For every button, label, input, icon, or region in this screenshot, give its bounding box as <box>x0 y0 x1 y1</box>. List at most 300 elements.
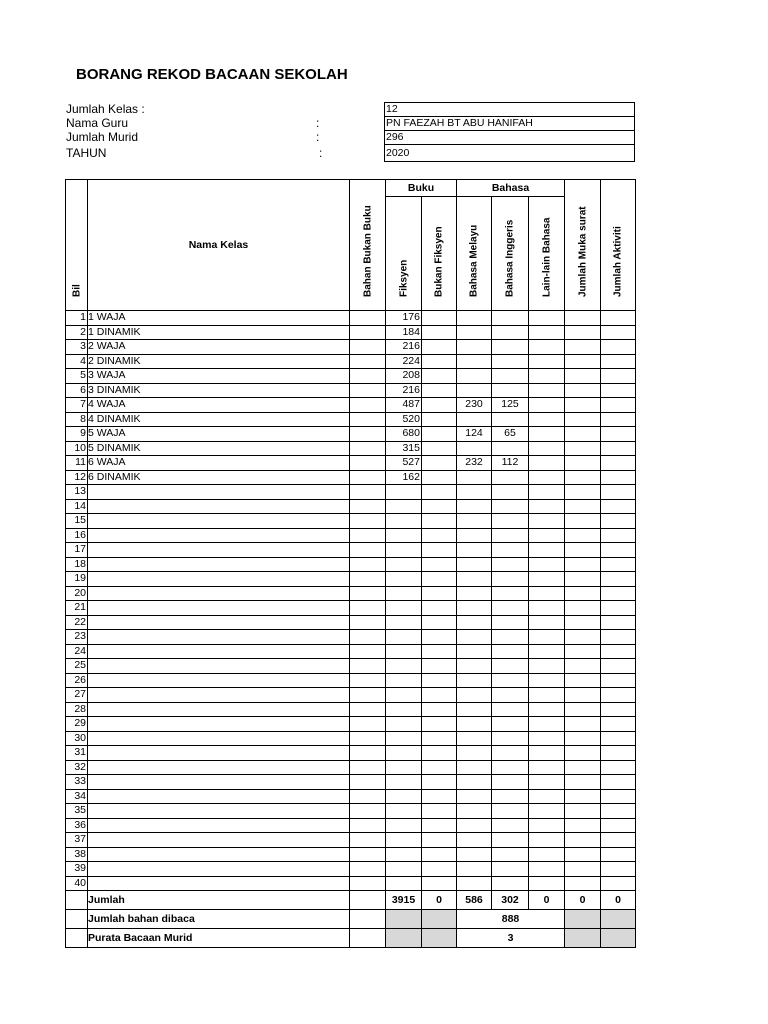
muka-surat-cell[interactable] <box>565 354 601 369</box>
kelas-cell[interactable] <box>88 688 350 703</box>
nama-guru-value[interactable]: PN FAEZAH BT ABU HANIFAH <box>385 117 635 131</box>
fiksyen-cell[interactable] <box>386 543 422 558</box>
bahan-bukan-buku-cell[interactable] <box>350 630 386 645</box>
bahasa-inggeris-cell[interactable] <box>492 340 529 355</box>
bahasa-melayu-cell[interactable] <box>457 833 492 848</box>
lain-lain-cell[interactable] <box>529 644 565 659</box>
kelas-cell[interactable] <box>88 543 350 558</box>
fiksyen-cell[interactable] <box>386 557 422 572</box>
bukan-fiksyen-cell[interactable] <box>422 862 457 877</box>
bukan-fiksyen-cell[interactable] <box>422 775 457 790</box>
aktiviti-cell[interactable] <box>601 557 636 572</box>
lain-lain-cell[interactable] <box>529 615 565 630</box>
muka-surat-cell[interactable] <box>565 601 601 616</box>
bukan-fiksyen-cell[interactable] <box>422 325 457 340</box>
lain-lain-cell[interactable] <box>529 514 565 529</box>
muka-surat-cell[interactable] <box>565 876 601 891</box>
kelas-cell[interactable] <box>88 673 350 688</box>
bil-cell[interactable]: 11 <box>66 456 88 471</box>
muka-surat-cell[interactable] <box>565 862 601 877</box>
fiksyen-cell[interactable]: 315 <box>386 441 422 456</box>
bukan-fiksyen-cell[interactable] <box>422 485 457 500</box>
fiksyen-cell[interactable] <box>386 818 422 833</box>
bahasa-inggeris-cell[interactable] <box>492 688 529 703</box>
bahan-bukan-buku-cell[interactable] <box>350 847 386 862</box>
bahan-bukan-buku-cell[interactable] <box>350 412 386 427</box>
muka-surat-cell[interactable] <box>565 659 601 674</box>
bahan-bukan-buku-cell[interactable] <box>350 543 386 558</box>
bahasa-inggeris-cell[interactable] <box>492 485 529 500</box>
muka-surat-cell[interactable] <box>565 644 601 659</box>
muka-surat-cell[interactable] <box>565 746 601 761</box>
kelas-cell[interactable] <box>88 775 350 790</box>
bahan-bukan-buku-cell[interactable] <box>350 644 386 659</box>
fiksyen-cell[interactable]: 487 <box>386 398 422 413</box>
bahasa-melayu-cell[interactable] <box>457 499 492 514</box>
muka-surat-cell[interactable] <box>565 340 601 355</box>
aktiviti-cell[interactable] <box>601 644 636 659</box>
lain-lain-cell[interactable] <box>529 775 565 790</box>
bukan-fiksyen-cell[interactable] <box>422 557 457 572</box>
aktiviti-cell[interactable] <box>601 340 636 355</box>
kelas-cell[interactable] <box>88 731 350 746</box>
bahan-bukan-buku-cell[interactable] <box>350 499 386 514</box>
aktiviti-cell[interactable] <box>601 485 636 500</box>
bahasa-inggeris-cell[interactable] <box>492 586 529 601</box>
lain-lain-cell[interactable] <box>529 630 565 645</box>
bil-cell[interactable]: 3 <box>66 340 88 355</box>
muka-surat-cell[interactable] <box>565 412 601 427</box>
muka-surat-cell[interactable] <box>565 731 601 746</box>
muka-surat-cell[interactable] <box>565 717 601 732</box>
muka-surat-cell[interactable] <box>565 572 601 587</box>
bil-cell[interactable]: 27 <box>66 688 88 703</box>
bil-cell[interactable]: 34 <box>66 789 88 804</box>
kelas-cell[interactable]: 5 WAJA <box>88 427 350 442</box>
aktiviti-cell[interactable] <box>601 789 636 804</box>
bahasa-inggeris-cell[interactable] <box>492 557 529 572</box>
aktiviti-cell[interactable] <box>601 456 636 471</box>
bil-cell[interactable]: 17 <box>66 543 88 558</box>
fiksyen-cell[interactable] <box>386 659 422 674</box>
kelas-cell[interactable] <box>88 717 350 732</box>
fiksyen-cell[interactable]: 162 <box>386 470 422 485</box>
kelas-cell[interactable]: 3 WAJA <box>88 369 350 384</box>
fiksyen-cell[interactable]: 216 <box>386 340 422 355</box>
bahasa-melayu-cell[interactable] <box>457 601 492 616</box>
bahasa-inggeris-cell[interactable] <box>492 775 529 790</box>
bukan-fiksyen-cell[interactable] <box>422 369 457 384</box>
bahan-bukan-buku-cell[interactable] <box>350 514 386 529</box>
jumlah-kelas-value[interactable]: 12 <box>385 103 635 117</box>
kelas-cell[interactable] <box>88 760 350 775</box>
bahan-bukan-buku-cell[interactable] <box>350 557 386 572</box>
bahasa-melayu-cell[interactable] <box>457 717 492 732</box>
lain-lain-cell[interactable] <box>529 354 565 369</box>
bil-cell[interactable]: 5 <box>66 369 88 384</box>
bil-cell[interactable]: 30 <box>66 731 88 746</box>
bahasa-melayu-cell[interactable]: 230 <box>457 398 492 413</box>
kelas-cell[interactable]: 2 WAJA <box>88 340 350 355</box>
lain-lain-cell[interactable] <box>529 601 565 616</box>
bahan-bukan-buku-cell[interactable] <box>350 398 386 413</box>
bahasa-melayu-cell[interactable] <box>457 702 492 717</box>
bahasa-melayu-cell[interactable]: 124 <box>457 427 492 442</box>
muka-surat-cell[interactable] <box>565 833 601 848</box>
bahasa-melayu-cell[interactable] <box>457 412 492 427</box>
aktiviti-cell[interactable] <box>601 601 636 616</box>
kelas-cell[interactable] <box>88 572 350 587</box>
muka-surat-cell[interactable] <box>565 499 601 514</box>
bil-cell[interactable]: 18 <box>66 557 88 572</box>
bil-cell[interactable]: 16 <box>66 528 88 543</box>
kelas-cell[interactable] <box>88 833 350 848</box>
bil-cell[interactable]: 14 <box>66 499 88 514</box>
muka-surat-cell[interactable] <box>565 804 601 819</box>
bahasa-inggeris-cell[interactable] <box>492 601 529 616</box>
aktiviti-cell[interactable] <box>601 383 636 398</box>
muka-surat-cell[interactable] <box>565 673 601 688</box>
bukan-fiksyen-cell[interactable] <box>422 659 457 674</box>
bil-cell[interactable]: 1 <box>66 311 88 326</box>
bahasa-inggeris-cell[interactable] <box>492 514 529 529</box>
bahasa-inggeris-cell[interactable] <box>492 862 529 877</box>
lain-lain-cell[interactable] <box>529 789 565 804</box>
bukan-fiksyen-cell[interactable] <box>422 514 457 529</box>
fiksyen-cell[interactable] <box>386 760 422 775</box>
bukan-fiksyen-cell[interactable] <box>422 441 457 456</box>
bahan-bukan-buku-cell[interactable] <box>350 876 386 891</box>
muka-surat-cell[interactable] <box>565 383 601 398</box>
fiksyen-cell[interactable] <box>386 499 422 514</box>
aktiviti-cell[interactable] <box>601 673 636 688</box>
muka-surat-cell[interactable] <box>565 398 601 413</box>
bukan-fiksyen-cell[interactable] <box>422 717 457 732</box>
kelas-cell[interactable] <box>88 876 350 891</box>
bukan-fiksyen-cell[interactable] <box>422 818 457 833</box>
bahasa-melayu-cell[interactable] <box>457 514 492 529</box>
fiksyen-cell[interactable] <box>386 630 422 645</box>
bahan-bukan-buku-cell[interactable] <box>350 470 386 485</box>
fiksyen-cell[interactable]: 527 <box>386 456 422 471</box>
aktiviti-cell[interactable] <box>601 731 636 746</box>
bil-cell[interactable]: 20 <box>66 586 88 601</box>
lain-lain-cell[interactable] <box>529 398 565 413</box>
lain-lain-cell[interactable] <box>529 325 565 340</box>
lain-lain-cell[interactable] <box>529 731 565 746</box>
bahasa-melayu-cell[interactable] <box>457 311 492 326</box>
bahasa-inggeris-cell[interactable] <box>492 354 529 369</box>
kelas-cell[interactable] <box>88 630 350 645</box>
bil-cell[interactable]: 40 <box>66 876 88 891</box>
kelas-cell[interactable] <box>88 746 350 761</box>
fiksyen-cell[interactable]: 224 <box>386 354 422 369</box>
bahasa-inggeris-cell[interactable]: 112 <box>492 456 529 471</box>
bahasa-melayu-cell[interactable] <box>457 383 492 398</box>
bahasa-melayu-cell[interactable] <box>457 775 492 790</box>
bahasa-inggeris-cell[interactable] <box>492 528 529 543</box>
jumlah-murid-value[interactable]: 296 <box>385 131 635 145</box>
aktiviti-cell[interactable] <box>601 702 636 717</box>
bukan-fiksyen-cell[interactable] <box>422 601 457 616</box>
bahasa-inggeris-cell[interactable] <box>492 630 529 645</box>
bil-cell[interactable]: 21 <box>66 601 88 616</box>
bahasa-melayu-cell[interactable] <box>457 441 492 456</box>
lain-lain-cell[interactable] <box>529 412 565 427</box>
muka-surat-cell[interactable] <box>565 702 601 717</box>
bahasa-melayu-cell[interactable] <box>457 746 492 761</box>
muka-surat-cell[interactable] <box>565 688 601 703</box>
bahasa-melayu-cell[interactable] <box>457 789 492 804</box>
kelas-cell[interactable] <box>88 847 350 862</box>
bahan-bukan-buku-cell[interactable] <box>350 311 386 326</box>
bil-cell[interactable]: 10 <box>66 441 88 456</box>
muka-surat-cell[interactable] <box>565 514 601 529</box>
bahasa-inggeris-cell[interactable] <box>492 731 529 746</box>
bahan-bukan-buku-cell[interactable] <box>350 673 386 688</box>
aktiviti-cell[interactable] <box>601 659 636 674</box>
bahasa-melayu-cell[interactable] <box>457 543 492 558</box>
fiksyen-cell[interactable] <box>386 862 422 877</box>
bahasa-inggeris-cell[interactable]: 125 <box>492 398 529 413</box>
fiksyen-cell[interactable] <box>386 514 422 529</box>
muka-surat-cell[interactable] <box>565 543 601 558</box>
bahasa-inggeris-cell[interactable] <box>492 804 529 819</box>
kelas-cell[interactable]: 6 WAJA <box>88 456 350 471</box>
bahan-bukan-buku-cell[interactable] <box>350 325 386 340</box>
bahasa-inggeris-cell[interactable] <box>492 499 529 514</box>
bukan-fiksyen-cell[interactable] <box>422 673 457 688</box>
bahasa-inggeris-cell[interactable] <box>492 833 529 848</box>
bahan-bukan-buku-cell[interactable] <box>350 746 386 761</box>
aktiviti-cell[interactable] <box>601 369 636 384</box>
fiksyen-cell[interactable] <box>386 485 422 500</box>
bahasa-melayu-cell[interactable] <box>457 369 492 384</box>
fiksyen-cell[interactable] <box>386 775 422 790</box>
lain-lain-cell[interactable] <box>529 862 565 877</box>
bil-cell[interactable]: 31 <box>66 746 88 761</box>
bahasa-inggeris-cell[interactable] <box>492 760 529 775</box>
bahasa-melayu-cell[interactable] <box>457 876 492 891</box>
bahasa-melayu-cell[interactable] <box>457 688 492 703</box>
bil-cell[interactable]: 2 <box>66 325 88 340</box>
bahasa-melayu-cell[interactable] <box>457 862 492 877</box>
aktiviti-cell[interactable] <box>601 688 636 703</box>
bahasa-melayu-cell[interactable] <box>457 485 492 500</box>
muka-surat-cell[interactable] <box>565 427 601 442</box>
bahasa-inggeris-cell[interactable] <box>492 818 529 833</box>
muka-surat-cell[interactable] <box>565 818 601 833</box>
bil-cell[interactable]: 33 <box>66 775 88 790</box>
bahan-bukan-buku-cell[interactable] <box>350 789 386 804</box>
bahasa-melayu-cell[interactable] <box>457 572 492 587</box>
lain-lain-cell[interactable] <box>529 485 565 500</box>
bahasa-inggeris-cell[interactable] <box>492 383 529 398</box>
muka-surat-cell[interactable] <box>565 369 601 384</box>
aktiviti-cell[interactable] <box>601 499 636 514</box>
aktiviti-cell[interactable] <box>601 833 636 848</box>
lain-lain-cell[interactable] <box>529 847 565 862</box>
lain-lain-cell[interactable] <box>529 456 565 471</box>
fiksyen-cell[interactable]: 208 <box>386 369 422 384</box>
bukan-fiksyen-cell[interactable] <box>422 354 457 369</box>
aktiviti-cell[interactable] <box>601 311 636 326</box>
bil-cell[interactable]: 24 <box>66 644 88 659</box>
bahasa-inggeris-cell[interactable] <box>492 441 529 456</box>
bahan-bukan-buku-cell[interactable] <box>350 717 386 732</box>
kelas-cell[interactable]: 4 DINAMIK <box>88 412 350 427</box>
bukan-fiksyen-cell[interactable] <box>422 833 457 848</box>
bahasa-inggeris-cell[interactable] <box>492 847 529 862</box>
lain-lain-cell[interactable] <box>529 818 565 833</box>
bukan-fiksyen-cell[interactable] <box>422 470 457 485</box>
bahan-bukan-buku-cell[interactable] <box>350 760 386 775</box>
bahasa-melayu-cell[interactable] <box>457 557 492 572</box>
muka-surat-cell[interactable] <box>565 311 601 326</box>
bahasa-melayu-cell[interactable] <box>457 354 492 369</box>
bahasa-melayu-cell[interactable] <box>457 731 492 746</box>
lain-lain-cell[interactable] <box>529 586 565 601</box>
bahasa-melayu-cell[interactable] <box>457 528 492 543</box>
lain-lain-cell[interactable] <box>529 702 565 717</box>
lain-lain-cell[interactable] <box>529 543 565 558</box>
muka-surat-cell[interactable] <box>565 325 601 340</box>
bahasa-melayu-cell[interactable] <box>457 586 492 601</box>
fiksyen-cell[interactable]: 184 <box>386 325 422 340</box>
lain-lain-cell[interactable] <box>529 572 565 587</box>
lain-lain-cell[interactable] <box>529 673 565 688</box>
fiksyen-cell[interactable] <box>386 789 422 804</box>
aktiviti-cell[interactable] <box>601 630 636 645</box>
muka-surat-cell[interactable] <box>565 441 601 456</box>
kelas-cell[interactable] <box>88 485 350 500</box>
fiksyen-cell[interactable] <box>386 847 422 862</box>
bahan-bukan-buku-cell[interactable] <box>350 833 386 848</box>
bahan-bukan-buku-cell[interactable] <box>350 688 386 703</box>
aktiviti-cell[interactable] <box>601 615 636 630</box>
fiksyen-cell[interactable] <box>386 717 422 732</box>
bil-cell[interactable]: 35 <box>66 804 88 819</box>
lain-lain-cell[interactable] <box>529 760 565 775</box>
bil-cell[interactable]: 6 <box>66 383 88 398</box>
kelas-cell[interactable] <box>88 818 350 833</box>
bukan-fiksyen-cell[interactable] <box>422 543 457 558</box>
bahasa-melayu-cell[interactable] <box>457 818 492 833</box>
muka-surat-cell[interactable] <box>565 586 601 601</box>
bukan-fiksyen-cell[interactable] <box>422 876 457 891</box>
bil-cell[interactable]: 12 <box>66 470 88 485</box>
bahan-bukan-buku-cell[interactable] <box>350 572 386 587</box>
tahun-value[interactable]: 2020 <box>385 145 635 162</box>
fiksyen-cell[interactable] <box>386 601 422 616</box>
bahasa-melayu-cell[interactable] <box>457 673 492 688</box>
kelas-cell[interactable]: 1 DINAMIK <box>88 325 350 340</box>
bil-cell[interactable]: 29 <box>66 717 88 732</box>
bukan-fiksyen-cell[interactable] <box>422 688 457 703</box>
bil-cell[interactable]: 15 <box>66 514 88 529</box>
kelas-cell[interactable] <box>88 659 350 674</box>
aktiviti-cell[interactable] <box>601 586 636 601</box>
bahan-bukan-buku-cell[interactable] <box>350 369 386 384</box>
aktiviti-cell[interactable] <box>601 717 636 732</box>
bil-cell[interactable]: 36 <box>66 818 88 833</box>
bahasa-melayu-cell[interactable]: 232 <box>457 456 492 471</box>
bahasa-inggeris-cell[interactable] <box>492 659 529 674</box>
bahasa-inggeris-cell[interactable] <box>492 470 529 485</box>
kelas-cell[interactable]: 6 DINAMIK <box>88 470 350 485</box>
bukan-fiksyen-cell[interactable] <box>422 528 457 543</box>
fiksyen-cell[interactable] <box>386 688 422 703</box>
bukan-fiksyen-cell[interactable] <box>422 789 457 804</box>
lain-lain-cell[interactable] <box>529 688 565 703</box>
bahasa-inggeris-cell[interactable] <box>492 615 529 630</box>
bukan-fiksyen-cell[interactable] <box>422 398 457 413</box>
bahan-bukan-buku-cell[interactable] <box>350 775 386 790</box>
bahasa-inggeris-cell[interactable] <box>492 702 529 717</box>
bukan-fiksyen-cell[interactable] <box>422 731 457 746</box>
bukan-fiksyen-cell[interactable] <box>422 615 457 630</box>
kelas-cell[interactable] <box>88 601 350 616</box>
muka-surat-cell[interactable] <box>565 485 601 500</box>
kelas-cell[interactable]: 5 DINAMIK <box>88 441 350 456</box>
aktiviti-cell[interactable] <box>601 441 636 456</box>
bahasa-inggeris-cell[interactable] <box>492 717 529 732</box>
lain-lain-cell[interactable] <box>529 833 565 848</box>
bahasa-inggeris-cell[interactable] <box>492 412 529 427</box>
bil-cell[interactable]: 38 <box>66 847 88 862</box>
bil-cell[interactable]: 37 <box>66 833 88 848</box>
bukan-fiksyen-cell[interactable] <box>422 746 457 761</box>
kelas-cell[interactable] <box>88 615 350 630</box>
kelas-cell[interactable] <box>88 514 350 529</box>
bahasa-melayu-cell[interactable] <box>457 615 492 630</box>
bahan-bukan-buku-cell[interactable] <box>350 804 386 819</box>
bukan-fiksyen-cell[interactable] <box>422 499 457 514</box>
bil-cell[interactable]: 32 <box>66 760 88 775</box>
bil-cell[interactable]: 25 <box>66 659 88 674</box>
bil-cell[interactable]: 39 <box>66 862 88 877</box>
lain-lain-cell[interactable] <box>529 470 565 485</box>
bahasa-inggeris-cell[interactable] <box>492 572 529 587</box>
bil-cell[interactable]: 28 <box>66 702 88 717</box>
bil-cell[interactable]: 8 <box>66 412 88 427</box>
muka-surat-cell[interactable] <box>565 760 601 775</box>
muka-surat-cell[interactable] <box>565 847 601 862</box>
kelas-cell[interactable] <box>88 862 350 877</box>
fiksyen-cell[interactable] <box>386 644 422 659</box>
aktiviti-cell[interactable] <box>601 804 636 819</box>
kelas-cell[interactable] <box>88 586 350 601</box>
bukan-fiksyen-cell[interactable] <box>422 311 457 326</box>
aktiviti-cell[interactable] <box>601 325 636 340</box>
fiksyen-cell[interactable] <box>386 586 422 601</box>
bil-cell[interactable]: 26 <box>66 673 88 688</box>
lain-lain-cell[interactable] <box>529 499 565 514</box>
lain-lain-cell[interactable] <box>529 717 565 732</box>
bahasa-melayu-cell[interactable] <box>457 659 492 674</box>
kelas-cell[interactable]: 1 WAJA <box>88 311 350 326</box>
kelas-cell[interactable] <box>88 789 350 804</box>
fiksyen-cell[interactable] <box>386 572 422 587</box>
bahan-bukan-buku-cell[interactable] <box>350 586 386 601</box>
aktiviti-cell[interactable] <box>601 847 636 862</box>
bahan-bukan-buku-cell[interactable] <box>350 383 386 398</box>
bukan-fiksyen-cell[interactable] <box>422 630 457 645</box>
fiksyen-cell[interactable] <box>386 673 422 688</box>
bil-cell[interactable]: 19 <box>66 572 88 587</box>
muka-surat-cell[interactable] <box>565 789 601 804</box>
muka-surat-cell[interactable] <box>565 456 601 471</box>
